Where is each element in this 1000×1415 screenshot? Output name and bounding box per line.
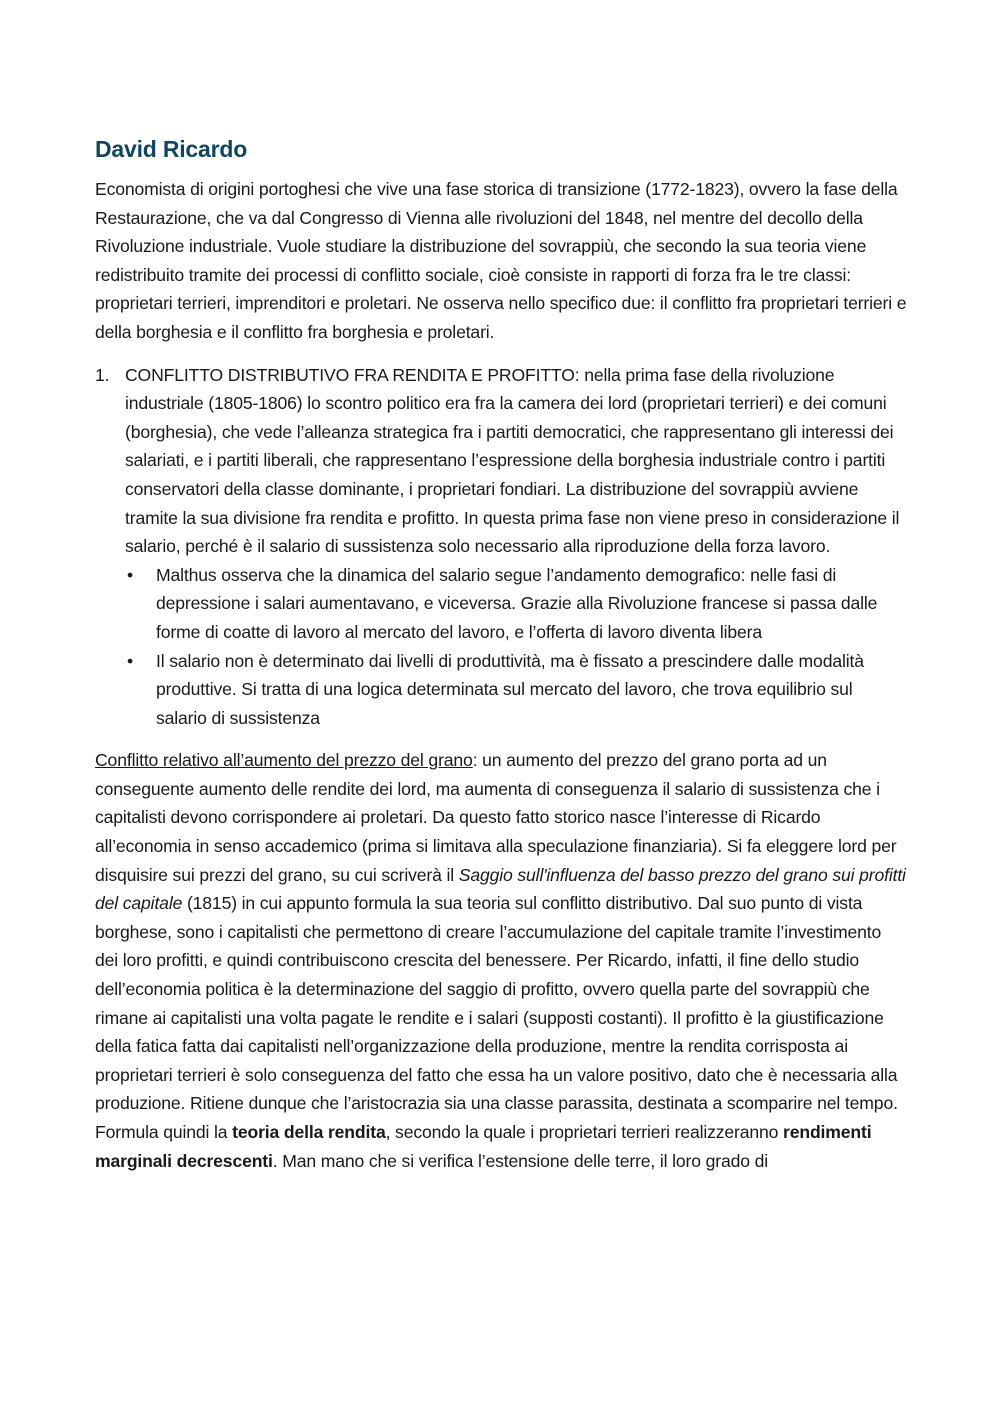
underlined-heading: Conflitto relativo all’aumento del prezzo del grano [95,750,473,771]
grain-price-paragraph [95,746,907,1175]
numbered-list [95,361,907,733]
bold-term: rendimenti marginali decrescenti [95,1122,872,1171]
book-title: Saggio sull'influenza del basso prezzo del grano sui profitti del capitale [95,864,906,914]
bullet-item [125,561,907,647]
page-title: David Ricardo [95,136,248,162]
paragraph-text: , secondo la quale i proprietari terrieri realizzeranno [385,1122,784,1142]
list-number: 1. [95,364,110,385]
list-item [95,361,907,733]
paragraph-text: . Man mano che si verifica l’estensione delle terre, il loro grado di [272,1150,768,1171]
bullet-text: Il salario non è determinato dai livelli di produttività, ma è fissato a prescindere dalle modalità produttive. Si tratta di una logica determinata sul mercato del lavoro, che trova equilibrio sul salario di sussistenza [156,650,864,728]
bullet-icon: • [127,564,134,585]
bullet-list [125,561,907,733]
intro-paragraph: Economista di origini portoghesi che vive una fase storica di transizione (1772-1823), ovvero la fase della Restaurazione, che va dal Congresso di Vienna alle rivoluzioni del 1848, nel mentre del decollo della Rivoluzione industriale. Vuole studiare la distribuzione del sovrappiù, che secondo la sua teoria viene redistribuito tramite dei processi di conflitto sociale, cioè consiste in rapporti di forza fra le tre classi: proprietari terrieri, imprenditori e proletari. Ne osserva nello specifico due: il conflitto fra proprietari terrieri e della borghesia e il conflitto fra borghesia e proletari. [95,179,907,342]
document-body [95,133,907,1189]
bold-term: teoria della rendita [232,1122,386,1142]
bullet-text: Malthus osserva che la dinamica del salario segue l’andamento demografico: nelle fasi di depressione i salari aumentavano, e viceversa. Grazie alla Rivoluzione francese si passa dalle forme di coatte di lavoro al mercato del lavoro, e l’offerta di lavoro diventa libera [156,564,878,642]
list-item-text: CONFLITTO DISTRIBUTIVO FRA RENDITA E PROFITTO: nella prima fase della rivoluzione industriale (1805-1806) lo scontro politico era fra la camera dei lord (proprietari terrieri) e dei comuni (borghesia), che vede l’alleanza strategica fra i partiti democratici, che rappresentano gli interessi dei salariati, e i partiti liberali, che rappresentano l’espressione della borghesia industriale contro i partiti conservatori della classe dominante, i proprietari fondiari. La distribuzione del sovrappiù avviene tramite la sua divisione fra rendita e profitto. In questa prima fase non viene preso in considerazione il salario, perché è il salario di sussistenza solo necessario alla riproduzione della forza lavoro. [125,364,900,557]
bullet-item [125,647,907,733]
paragraph-text: : un aumento del prezzo del grano porta ad un conseguente aumento delle rendite dei lord, ma aumenta di conseguenza il salario di sussistenza che i capitalisti devono corrispondere ai proletari. Da questo fatto storico nasce l’interesse di Ricardo all’economia in senso accademico (prima si limitava alla speculazione finanziaria). Si fa eleggere lord per disquisire sui prezzi del grano, su cui scriverà il [95,750,897,885]
bullet-icon: • [127,650,134,671]
paragraph-text: (1815) in cui appunto formula la sua teoria sul conflitto distributivo. Dal suo punto di vista borghese, sono i capitalisti che permettono di creare l’accumulazione del capitale tramite l’investimento dei loro profitti, e quindi contribuiscono crescita del benessere. Per Ricardo, infatti, il fine dello studio dell’economia politica è la determinazione del saggio di profitto, ovvero quella parte del sovrappiù che rimane ai capitalisti una volta pagate le rendite e i salari (supposti costanti). Il profitto è la giustificazione della fatica fatta dai capitalisti nell’organizzazione della produzione, mentre la rendita corrisposta ai proprietari terrieri è solo conseguenza del fatto che essa ha un valore positivo, dato che è necessaria alla produzione. Ritiene dunque che l’aristocrazia sia una classe parassita, destinata a scomparire nel tempo. Formula quindi la [95,893,898,1142]
